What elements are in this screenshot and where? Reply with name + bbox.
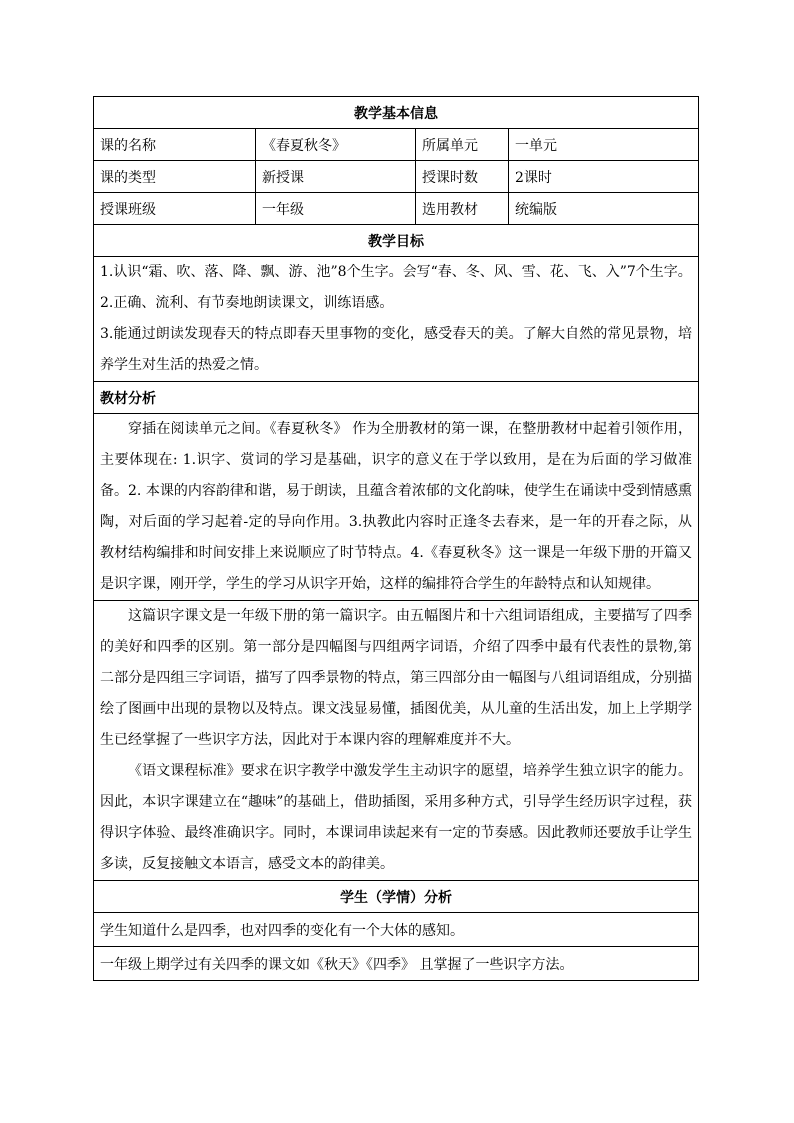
material-analysis-heading: 教材分析 xyxy=(94,382,699,414)
info-label: 课的名称 xyxy=(94,129,256,161)
material-analysis-cell xyxy=(94,414,699,601)
lesson-plan-document xyxy=(93,96,698,981)
info-label: 授课时数 xyxy=(416,161,509,193)
lesson-plan-table xyxy=(93,96,699,981)
info-label: 授课班级 xyxy=(94,193,256,225)
info-value: 《春夏秋冬》 xyxy=(256,129,416,161)
info-value: 统编版 xyxy=(509,193,699,225)
objective-item: 3.能通过朗读发现春天的特点即春天里事物的变化，感受春天的美。了解大自然的常见景物，培养学生对生活的热爱之情。 xyxy=(100,326,692,373)
text-analysis-cell xyxy=(94,601,699,881)
info-row-lesson-type xyxy=(94,161,699,193)
info-value: 一单元 xyxy=(509,129,699,161)
info-label: 所属单元 xyxy=(416,129,509,161)
basic-info-heading: 教学基本信息 xyxy=(94,97,699,129)
objective-item: 1.认识“霜、吹、落、降、飘、游、池”8个生字。会写“春、冬、风、雪、花、飞、入”7个生字。 xyxy=(100,264,692,280)
info-value: 2课时 xyxy=(509,161,699,193)
info-row-lesson-name xyxy=(94,129,699,161)
objectives-cell xyxy=(94,257,699,382)
student-analysis-line: 一年级上期学过有关四季的课文如《秋天》《四季》 且掌握了一些识字方法。 xyxy=(94,947,699,981)
objectives-heading: 教学目标 xyxy=(94,225,699,257)
info-label: 选用教材 xyxy=(416,193,509,225)
student-analysis-heading: 学生（学情）分析 xyxy=(94,881,699,913)
info-row-class xyxy=(94,193,699,225)
info-value: 新授课 xyxy=(256,161,416,193)
objective-item: 2.正确、流利、有节奏地朗读课文，训练语感。 xyxy=(100,295,394,311)
material-analysis-paragraph: 穿插在阅读单元之间。《春夏秋冬》 作为全册教材的第一课，在整册教材中起着引领作用，主要体现在: 1.识字、赏词的学习是基础，识字的意义在于学以致用，是在为后面的学习做准备。2. 本课的内容韵律和谐，易于朗读，且蕴含着浓郁的文化韵味，使学生在诵读中受到情感熏陶，对后面的学习起着-定的导向作用。3.执教此内容时正逢冬去春来，是一年的开春之际，从教材结构编排和时间安排上来说顺应了时节特点。4.《春夏秋冬》这一课是一年级下册的开篇又是识字课，刚开学，学生的学习从识字开始，这样的编排符合学生的年龄特点和认知规律。 xyxy=(100,421,692,592)
student-analysis-line: 学生知道什么是四季，也对四季的变化有一个大体的感知。 xyxy=(94,913,699,947)
info-label: 课的类型 xyxy=(94,161,256,193)
text-analysis-paragraph: 这篇识字课文是一年级下册的第一篇识字。由五幅图片和十六组词语组成，主要描写了四季的美好和四季的区别。第一部分是四幅图与四组两字词语，介绍了四季中最有代表性的景物,第二部分是四组三字词语，描写了四季景物的特点，第三四部分由一幅图与八组词语组成，分别描绘了图画中出现的景物以及特点。课文浅显易懂，插图优美，从儿童的生活出发，加上上学期学生已经掌握了一些识字方法，因此对于本课内容的理解难度并不大。 xyxy=(100,608,692,748)
info-value: 一年级 xyxy=(256,193,416,225)
curriculum-standard-paragraph: 《语文课程标准》要求在识字教学中激发学生主动识字的愿望，培养学生独立识字的能力。因此，本识字课建立在“趣味”的基础上，借助插图，采用多种方式，引导学生经历识字过程，获得识字体验、最终准确识字。同时，本课词串读起来有一定的节奏感。因此教师还要放手让学生多读，反复接触文本语言，感受文本的韵律美。 xyxy=(100,763,692,872)
